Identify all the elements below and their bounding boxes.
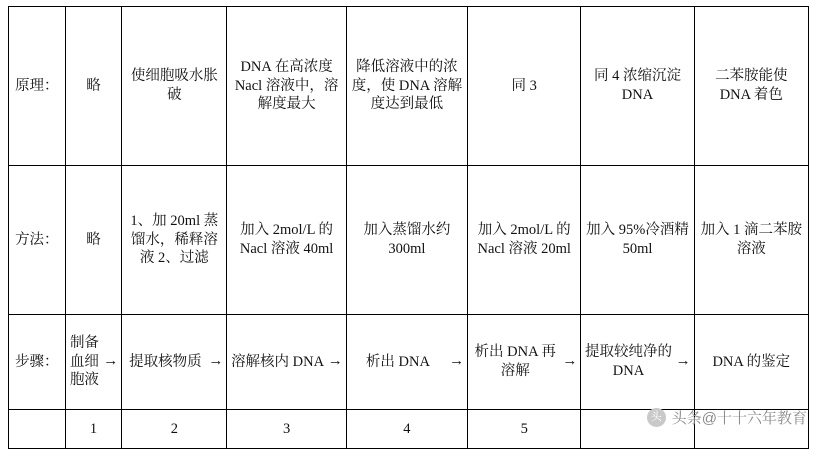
step-cell-6 [581, 315, 694, 410]
row-label-steps: 步骤： [9, 315, 66, 410]
step-cell-4 [346, 315, 467, 410]
number-cell-3: 3 [227, 410, 346, 449]
row-label-method: 方法： [9, 166, 66, 315]
method-cell-2: 1、加 20ml 蒸馏水，稀释溶液 2、过滤 [122, 166, 227, 315]
principle-cell-6: 同 4 浓缩沉淀 DNA [581, 7, 694, 166]
step-text-4: 析出 DNA [365, 353, 430, 370]
arrow-right-icon-5: → [562, 353, 578, 370]
method-cell-6: 加入 95%冷酒精 50ml [581, 166, 694, 315]
arrow-right-icon-6: → [675, 353, 691, 370]
principle-cell-5: 同 3 [468, 7, 581, 166]
step-cell-5 [468, 315, 581, 410]
method-cell-3: 加入 2mol/L 的 Nacl 溶液 40ml [227, 166, 346, 315]
row-label-principle: 原理： [9, 7, 66, 166]
step-text-6: 提取较纯净的 DNA [585, 344, 672, 379]
method-cell-7: 加入 1 滴二苯胺溶液 [694, 166, 808, 315]
step-text-7: DNA 的鉴定 [712, 353, 791, 370]
experiment-table [8, 6, 809, 449]
step-text-2: 提取核物质 [129, 353, 202, 370]
number-cell-1: 1 [65, 410, 122, 449]
arrow-right-icon-4: → [449, 353, 465, 370]
number-cell-5: 5 [468, 410, 581, 449]
step-text-3: 溶解核内 DNA [231, 353, 325, 370]
step-cell-1 [65, 315, 122, 410]
principle-cell-2: 使细胞吸水胀破 [122, 7, 227, 166]
number-cell-4: 4 [346, 410, 467, 449]
arrow-right-icon-3: → [327, 353, 343, 370]
document-page [0, 6, 817, 437]
method-cell-4: 加入蒸馏水约 300ml [346, 166, 467, 315]
step-text-5: 析出 DNA 再溶解 [474, 344, 556, 379]
principle-cell-1: 略 [65, 7, 122, 166]
method-cell-1: 略 [65, 166, 122, 315]
step-cell-3 [227, 315, 346, 410]
arrow-right-icon-2: → [208, 353, 224, 370]
step-cell-7 [694, 315, 808, 410]
method-cell-5: 加入 2mol/L 的 Nacl 溶液 20ml [468, 166, 581, 315]
step-cell-2 [122, 315, 227, 410]
principle-cell-4: 降低溶液中的浓度，使 DNA 溶解度达到最低 [346, 7, 467, 166]
arrow-right-icon-1: → [103, 353, 119, 370]
number-label-cell [9, 410, 66, 449]
table-row-method [9, 166, 809, 315]
watermark [647, 407, 807, 428]
step-text-1: 制备血细胞液 [69, 334, 99, 389]
watermark-text: 头条@十十六年教育 [671, 410, 807, 427]
table-row-steps [9, 315, 809, 410]
watermark-logo-icon: 头 [647, 408, 666, 427]
principle-cell-7: 二苯胺能使 DNA 着色 [694, 7, 808, 166]
table-row-principle [9, 7, 809, 166]
principle-cell-3: DNA 在高浓度 Nacl 溶液中，溶解度最大 [227, 7, 346, 166]
number-cell-2: 2 [122, 410, 227, 449]
